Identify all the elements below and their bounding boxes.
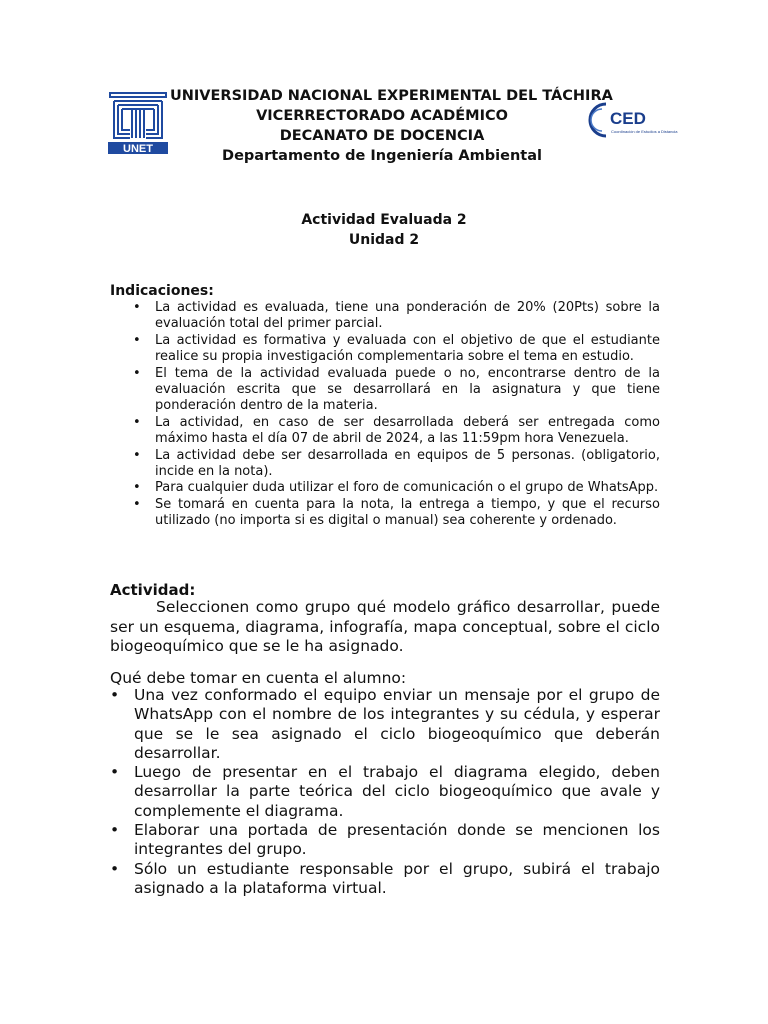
- unet-logo-text: UNET: [123, 143, 153, 155]
- list-item: [110, 821, 660, 860]
- list-item-text: Luego de presentar en el trabajo el diagrama elegido, deben desarrollar la parte teórica del ciclo biogeoquímico que avale y complemente el diagrama.: [134, 763, 660, 820]
- bullet-icon: •: [133, 447, 141, 463]
- list-item: [110, 860, 660, 899]
- list-item-text: La actividad es evaluada, tiene una ponderación de 20% (20Pts) sobre la evaluación total del primer parcial.: [155, 300, 660, 332]
- consideraciones-heading: Qué debe tomar en cuenta el alumno:: [110, 669, 407, 687]
- unit-title: Unidad 2: [348, 232, 420, 248]
- actividad-paragraph: Seleccionen como grupo qué modelo gráfico desarrollar, puede ser un esquema, diagrama, infografía, mapa conceptual, sobre el ciclo biogeoquímico que se le ha asignado.: [110, 598, 660, 655]
- ced-logo-text: CED: [610, 109, 646, 128]
- list-item: [110, 497, 660, 530]
- ced-logo-subtext: Coordinación de Estudios a Distancia: [611, 129, 678, 134]
- list-item-text: La actividad es formativa y evaluada con el objetivo de que el estudiante realice su propia investigación complementaria sobre el tema en estudio.: [155, 332, 660, 365]
- list-item: [110, 300, 660, 333]
- list-item: [110, 686, 660, 763]
- bullet-icon: •: [110, 821, 120, 840]
- list-item-text: Sólo un estudiante responsable por el grupo, subirá el trabajo asignado a la plataforma virtual.: [134, 859, 660, 897]
- list-item: [110, 415, 660, 448]
- indicaciones-heading: Indicaciones:: [110, 283, 214, 299]
- list-item: [110, 763, 660, 821]
- list-item: [110, 366, 660, 415]
- bullet-icon: •: [110, 859, 120, 878]
- document-title: [0, 210, 768, 250]
- activity-title: Actividad Evaluada 2: [301, 212, 467, 228]
- indicaciones-list: [110, 300, 660, 530]
- vice-rectorate: VICERRECTORADO ACADÉMICO: [256, 108, 508, 124]
- list-item-text: Elaborar una portada de presentación donde se mencionen los integrantes del grupo.: [134, 821, 660, 859]
- list-item-text: La actividad, en caso de ser desarrollada deberá ser entregada como máximo hasta el día 07 de abril de 2024, a las 11:59pm hora Venezuela.: [155, 414, 660, 447]
- actividad-heading: Actividad:: [110, 581, 196, 599]
- department: Departamento de Ingeniería Ambiental: [222, 148, 542, 164]
- list-item-text: El tema de la actividad evaluada puede o no, encontrarse dentro de la evaluación escrita que se desarrollará en la asignatura y que tiene ponderación dentro de la materia.: [155, 365, 660, 414]
- bullet-icon: •: [110, 763, 120, 782]
- bullet-icon: •: [110, 686, 120, 704]
- list-item-text: Se tomará en cuenta para la nota, la entrega a tiempo, y que el recurso utilizado (no importa si es digital o manual) sea coherente y ordenado.: [155, 496, 660, 529]
- bullet-icon: •: [133, 480, 141, 496]
- institution-header: [170, 86, 613, 166]
- bullet-icon: •: [133, 365, 141, 381]
- list-item: [110, 448, 660, 481]
- list-item-text: Una vez conformado el equipo enviar un mensaje por el grupo de WhatsApp con el nombre de los integrantes y su cédula, y esperar que se le sea asignado el ciclo biogeoquímico que deberán desarrollar.: [134, 686, 660, 762]
- list-item: [110, 480, 660, 496]
- consideraciones-list: [110, 686, 660, 898]
- bullet-icon: •: [133, 300, 141, 315]
- unet-logo: [108, 90, 168, 156]
- bullet-icon: •: [133, 414, 141, 430]
- list-item: [110, 333, 660, 366]
- deanery: DECANATO DE DOCENCIA: [279, 128, 485, 144]
- bullet-icon: •: [133, 332, 141, 348]
- university-name: UNIVERSIDAD NACIONAL EXPERIMENTAL DEL TÁCHIRA: [170, 88, 613, 104]
- list-item-text: La actividad debe ser desarrollada en equipos de 5 personas. (obligatorio, incide en la nota).: [155, 447, 660, 480]
- ced-logo: [592, 100, 678, 140]
- list-item-text: Para cualquier duda utilizar el foro de comunicación o el grupo de WhatsApp.: [155, 480, 659, 496]
- bullet-icon: •: [133, 496, 141, 512]
